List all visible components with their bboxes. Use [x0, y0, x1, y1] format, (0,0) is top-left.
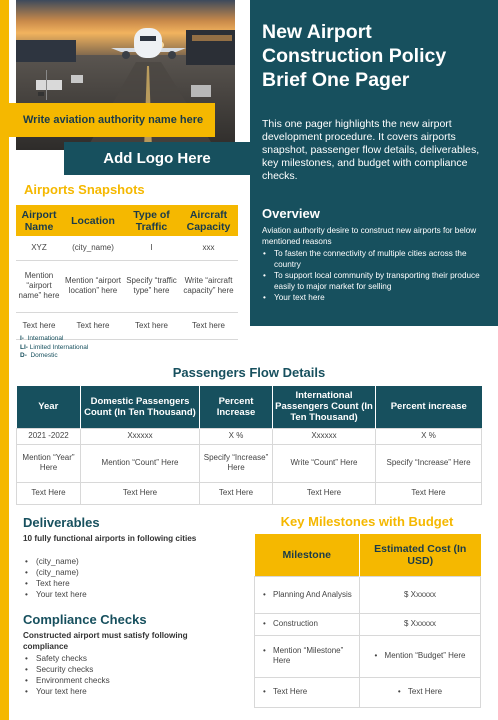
list-item: • To support local community by transporting their produce easily to major market for selling [262, 270, 490, 292]
traffic-legend [20, 335, 88, 361]
list-item: • Your text here [262, 292, 490, 303]
list-item: • Your text here [23, 686, 110, 697]
table-cell: Text here [179, 312, 238, 339]
passenger-flow-title: Passengers Flow Details [172, 365, 326, 380]
table-cell: • Text Here [360, 677, 481, 707]
column-header: Type of Traffic [124, 205, 179, 236]
snapshot-table [16, 205, 238, 340]
legend-item: D- Domestic [20, 352, 58, 359]
intro-text: This one pager highlights the new airport development procedure. It covers airports snapshot, passenger flow details, deliverables, key milestones, and budget with compliance checks. [262, 118, 480, 182]
column-header: Estimated Cost (In USD) [360, 534, 481, 576]
column-header: Percent Increase [200, 386, 273, 428]
table-row [17, 428, 482, 444]
list-item: • (city_name) [23, 567, 87, 578]
table-cell: Text Here [200, 482, 273, 504]
table-cell: Mention “Count” Here [81, 444, 200, 482]
table-cell: • Mention “Budget” Here [360, 635, 481, 677]
column-header: Year [17, 386, 81, 428]
table-row [255, 576, 481, 613]
logo-placeholder: Add Logo Here [64, 142, 250, 175]
table-row [255, 613, 481, 635]
page-title: New Airport Construction Policy Brief One Pager [262, 21, 447, 91]
legend-item: I- International [20, 335, 64, 342]
list-item: • To fasten the connectivity of multiple cities across the country [262, 248, 490, 270]
compliance-lead: Constructed airport must satisfy following compliance [23, 631, 188, 651]
list-item: • Text here [23, 578, 87, 589]
table-cell: Specify “Increase” Here [376, 444, 482, 482]
table-cell: Xxxxxx [273, 428, 376, 444]
list-item: • Your text here [23, 589, 87, 600]
deliverables-list [23, 556, 87, 600]
milestones-table [254, 534, 481, 708]
table-cell: Write “Count” Here [273, 444, 376, 482]
column-header: Location [62, 205, 124, 236]
column-header: Aircraft Capacity [179, 205, 238, 236]
table-row [16, 260, 238, 312]
authority-name-banner: Write aviation authority name here [0, 103, 215, 137]
column-header: Milestone [255, 534, 360, 576]
column-header: Airport Name [16, 205, 62, 236]
overview-list [262, 248, 490, 303]
table-cell: Mention “airport location” here [62, 260, 124, 312]
table-cell: X % [376, 428, 482, 444]
column-header: Percent increase [376, 386, 482, 428]
table-cell: Text here [16, 312, 62, 339]
table-cell: • Construction [255, 613, 360, 635]
list-item: • Safety checks [23, 653, 110, 664]
table-cell: X % [200, 428, 273, 444]
table-cell: (city_name) [62, 236, 124, 260]
snapshot-title: Airports Snapshots [24, 182, 145, 197]
table-cell: Text Here [17, 482, 81, 504]
table-cell: • Mention “Milestone” Here [255, 635, 360, 677]
table-cell: Text Here [376, 482, 482, 504]
table-cell: $ Xxxxxx [360, 576, 481, 613]
table-cell: Specify “traffic type” here [124, 260, 179, 312]
table-cell: 2021 -2022 [17, 428, 81, 444]
overview-text: Aviation authority desire to construct new airports for below mentioned reasons [262, 226, 477, 246]
table-cell: Text here [62, 312, 124, 339]
table-cell: Text Here [81, 482, 200, 504]
passenger-flow-table [16, 386, 482, 505]
column-header: Domestic Passengers Count (In Ten Thousand) [81, 386, 200, 428]
table-cell: • Planning And Analysis [255, 576, 360, 613]
table-cell: Text Here [273, 482, 376, 504]
table-cell: I [124, 236, 179, 260]
milestones-title: Key Milestones with Budget [280, 514, 454, 529]
table-cell: $ Xxxxxx [360, 613, 481, 635]
table-cell: Text here [124, 312, 179, 339]
table-cell: Specify “Increase” Here [200, 444, 273, 482]
table-cell: Write “aircraft capacity” here [179, 260, 238, 312]
table-cell: • Text Here [255, 677, 360, 707]
table-cell: xxx [179, 236, 238, 260]
overview-title: Overview [262, 206, 320, 221]
table-cell: Mention “Year” Here [17, 444, 81, 482]
compliance-title: Compliance Checks [23, 612, 147, 627]
deliverables-title: Deliverables [23, 515, 100, 530]
list-item: • (city_name) [23, 556, 87, 567]
table-row [17, 482, 482, 504]
table-cell: XYZ [16, 236, 62, 260]
table-cell: Xxxxxx [81, 428, 200, 444]
deliverables-lead: 10 fully functional airports in following cities [23, 534, 197, 543]
table-row [255, 635, 481, 677]
column-header: International Passengers Count (In Ten Thousand) [273, 386, 376, 428]
list-item: • Environment checks [23, 675, 110, 686]
legend-item: LI- Limited International [20, 343, 89, 351]
table-row [16, 236, 238, 260]
table-row [17, 444, 482, 482]
header-panel [250, 0, 498, 326]
table-row [255, 677, 481, 707]
compliance-list [23, 653, 110, 697]
list-item: • Security checks [23, 664, 110, 675]
table-cell: Mention “airport name” here [16, 260, 62, 312]
